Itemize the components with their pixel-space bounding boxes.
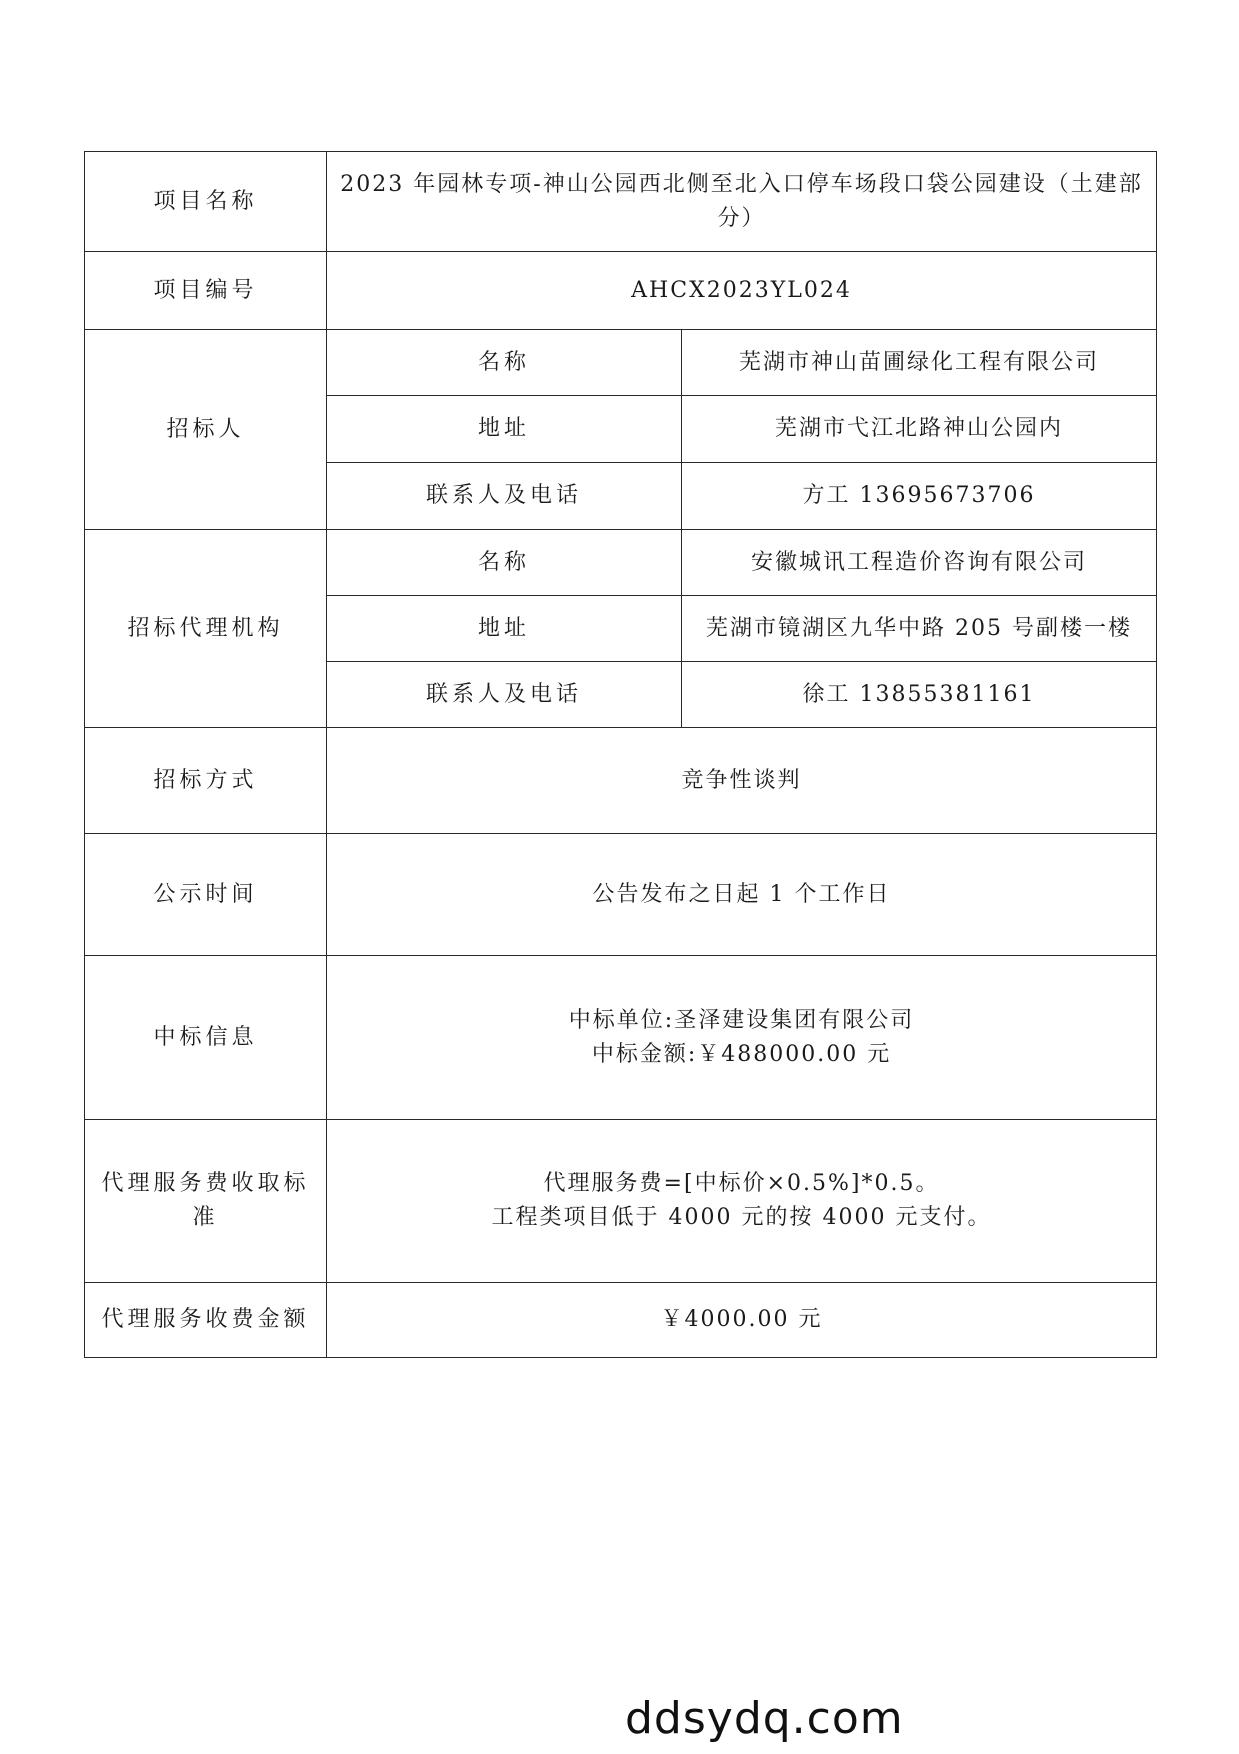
agency-name-value: 安徽城讯工程造价咨询有限公司 (682, 530, 1157, 596)
row-agency-name (85, 530, 1157, 596)
fee-standard-line-2: 工程类项目低于 4000 元的按 4000 元支付。 (491, 1205, 992, 1230)
fee-standard-value (327, 1120, 1157, 1283)
tenderer-address-label: 地址 (327, 396, 682, 463)
method-value: 竞争性谈判 (327, 728, 1157, 834)
project-code-label: 项目编号 (85, 252, 327, 330)
winner-label: 中标信息 (85, 956, 327, 1120)
project-name-label: 项目名称 (85, 152, 327, 252)
agency-contact-label: 联系人及电话 (327, 662, 682, 728)
row-tenderer-name (85, 330, 1157, 396)
fee-standard-label: 代理服务费收取标准 (85, 1120, 327, 1283)
row-project-name (85, 152, 1157, 252)
notice-table (84, 151, 1157, 1358)
row-winner (85, 956, 1157, 1120)
row-method (85, 728, 1157, 834)
agency-address-label: 地址 (327, 596, 682, 662)
project-name-value: 2023 年园林专项-神山公园西北侧至北入口停车场段口袋公园建设（土建部分） (327, 152, 1157, 252)
publicity-label: 公示时间 (85, 834, 327, 956)
tenderer-name-label: 名称 (327, 330, 682, 396)
row-fee-amount (85, 1283, 1157, 1358)
winner-value (327, 956, 1157, 1120)
fee-amount-value: ￥4000.00 元 (327, 1283, 1157, 1358)
tenderer-address-value: 芜湖市弋江北路神山公园内 (682, 396, 1157, 463)
row-project-code (85, 252, 1157, 330)
method-label: 招标方式 (85, 728, 327, 834)
fee-amount-label: 代理服务收费金额 (85, 1283, 327, 1358)
tenderer-label: 招标人 (85, 330, 327, 530)
row-fee-standard (85, 1120, 1157, 1283)
agency-address-value: 芜湖市镜湖区九华中路 205 号副楼一楼 (682, 596, 1157, 662)
agency-name-label: 名称 (327, 530, 682, 596)
publicity-value: 公告发布之日起 1 个工作日 (327, 834, 1157, 956)
row-publicity (85, 834, 1157, 956)
agency-contact-value: 徐工 13855381161 (682, 662, 1157, 728)
winner-amount: 中标金额:￥488000.00 元 (591, 1041, 892, 1067)
tenderer-contact-value: 方工 13695673706 (682, 463, 1157, 530)
fee-standard-line-1: 代理服务费=[中标价×0.5%]*0.5。 (543, 1171, 940, 1196)
agency-label: 招标代理机构 (85, 530, 327, 728)
tenderer-name-value: 芜湖市神山苗圃绿化工程有限公司 (682, 330, 1157, 396)
winner-unit: 中标单位:圣泽建设集团有限公司 (568, 1007, 915, 1033)
tenderer-contact-label: 联系人及电话 (327, 463, 682, 530)
watermark-text: ddsydq.com (625, 1693, 904, 1744)
project-code-value: AHCX2023YL024 (327, 252, 1157, 330)
